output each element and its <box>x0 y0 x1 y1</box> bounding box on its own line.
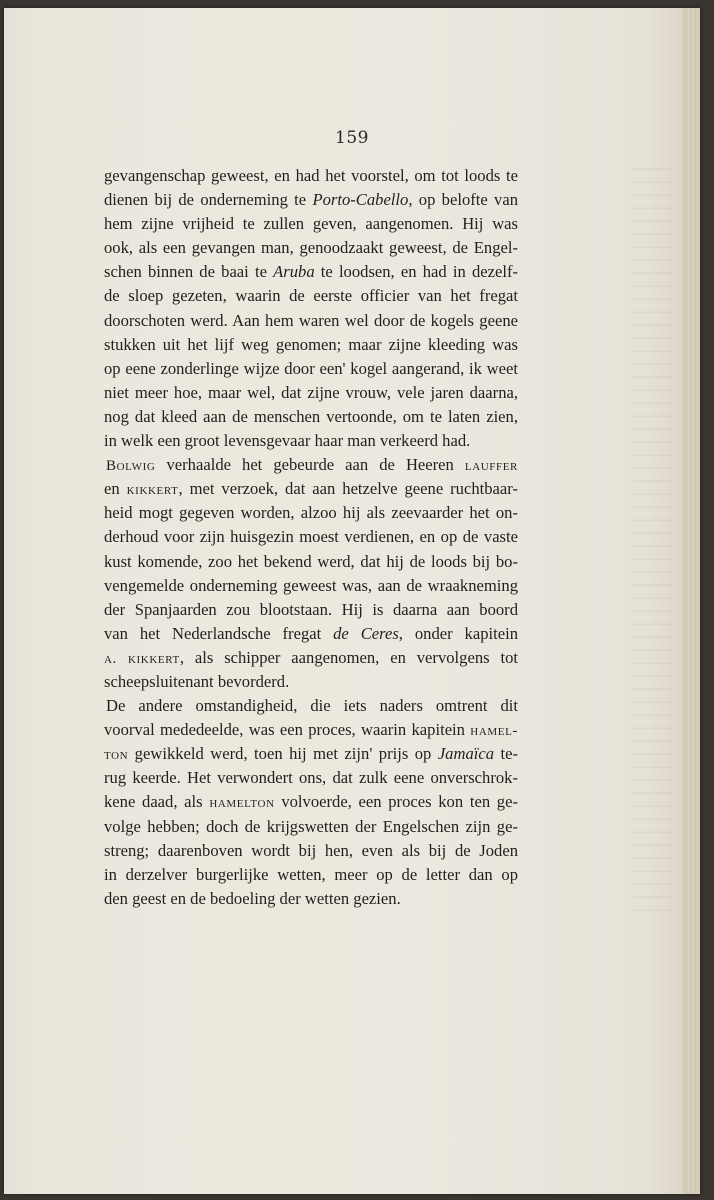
text-line: kene daad, als hamelton volvoerde, een proces kon ten ge- <box>104 792 518 812</box>
place-name: Aruba <box>273 262 315 282</box>
text-line: voorval mededeelde, was een proces, waarin kapitein hamel- <box>104 720 518 740</box>
text-line: stukken uit het lijf weg genomen; maar zijne kleeding was <box>104 334 518 354</box>
text-line: schen binnen de baai te Aruba te loodsen, en had in dezelf- <box>104 262 519 282</box>
place-name: Porto-Cabello <box>312 190 409 210</box>
text-line: De andere omstandigheid, die iets naders omtrent dit <box>106 696 518 716</box>
person-name: a. kikkert <box>104 650 180 667</box>
ship-name: de Ceres <box>333 623 399 643</box>
text-line: in welk een groot levensgevaar haar man verkeerd had. <box>104 431 471 451</box>
text-line: rug keerde. Het verwondert ons, dat zulk eene onverschrok- <box>104 768 518 788</box>
person-name: lauffer <box>464 458 518 475</box>
text-line: scheepsluitenant bevorderd. <box>104 671 290 691</box>
text-line: heid mogt gegeven worden, alzoo hij als zeevaarder het on- <box>104 503 518 523</box>
person-name: ton <box>104 747 129 764</box>
text-line: der Spanjaarden zou blootstaan. Hij is daarna aan boord <box>104 599 518 619</box>
body-text <box>104 164 518 911</box>
text-line: ton gewikkeld werd, toen hij met zijn' prijs op Jamaïca te- <box>104 744 518 764</box>
text-line: Bolwig verhaalde het gebeurde aan de Heeren lauffer <box>106 455 518 475</box>
text-line: niet meer hoe, maar wel, dat zijne vrouw, vele jaren daarna, <box>104 382 518 402</box>
person-name: hamelton <box>209 795 275 812</box>
show-through <box>632 158 672 918</box>
text-line: van het Nederlandsche fregat de Ceres, onder kapitein <box>104 623 518 643</box>
text-line: volge hebben; doch de krijgswetten der Engelschen zijn ge- <box>104 816 518 836</box>
person-name: hamel- <box>470 723 518 740</box>
text-line: derhoud voor zijn huisgezin moest verdienen, en op de vaste <box>104 527 518 547</box>
person-name: Bolwig <box>106 458 156 475</box>
text-line: op eene zonderlinge wijze door een' kogel aangerand, ik weet <box>104 358 518 378</box>
text-line: ook, als een gevangen man, genoodzaakt geweest, de Engel- <box>104 238 518 258</box>
text-line: gevangenschap geweest, en had het voorstel, om tot loods te <box>104 166 518 185</box>
text-line: in derzelver burgerlijke wetten, meer op de letter dan op <box>104 864 518 884</box>
text-line: a. kikkert, als schipper aangenomen, en vervolgens tot <box>104 647 518 667</box>
text-line: kust komende, zoo het bekend werd, dat hij de loods bij bo- <box>104 551 518 571</box>
text-line: nog dat kleed aan de menschen vertoonde, om te laten zien, <box>104 406 518 426</box>
text-line: en kikkert, met verzoek, dat aan hetzelve geene ruchtbaar- <box>104 479 519 499</box>
person-name: kikkert <box>126 482 179 499</box>
text-line: den geest en de bedoeling der wetten gezien. <box>104 888 401 908</box>
book-page <box>4 8 700 1194</box>
text-line: hem zijne vrijheid te zullen geven, aangenomen. Hij was <box>104 214 518 234</box>
place-name: Jamaïca <box>437 744 495 764</box>
text-line: streng; daarenboven wordt bij hen, even als bij de Joden <box>104 840 518 860</box>
text-line: doorschoten werd. Aan hem waren wel door de kogels geene <box>104 310 518 330</box>
text-line: dienen bij de onderneming te Porto-Cabello, op belofte van <box>104 190 519 210</box>
text-line: vengemelde onderneming geweest was, aan de wraakneming <box>104 575 518 595</box>
page-edge <box>682 8 700 1194</box>
page-number: 159 <box>335 128 369 148</box>
text-line: de sloep gezeten, waarin de eerste officier van het fregat <box>104 286 518 306</box>
